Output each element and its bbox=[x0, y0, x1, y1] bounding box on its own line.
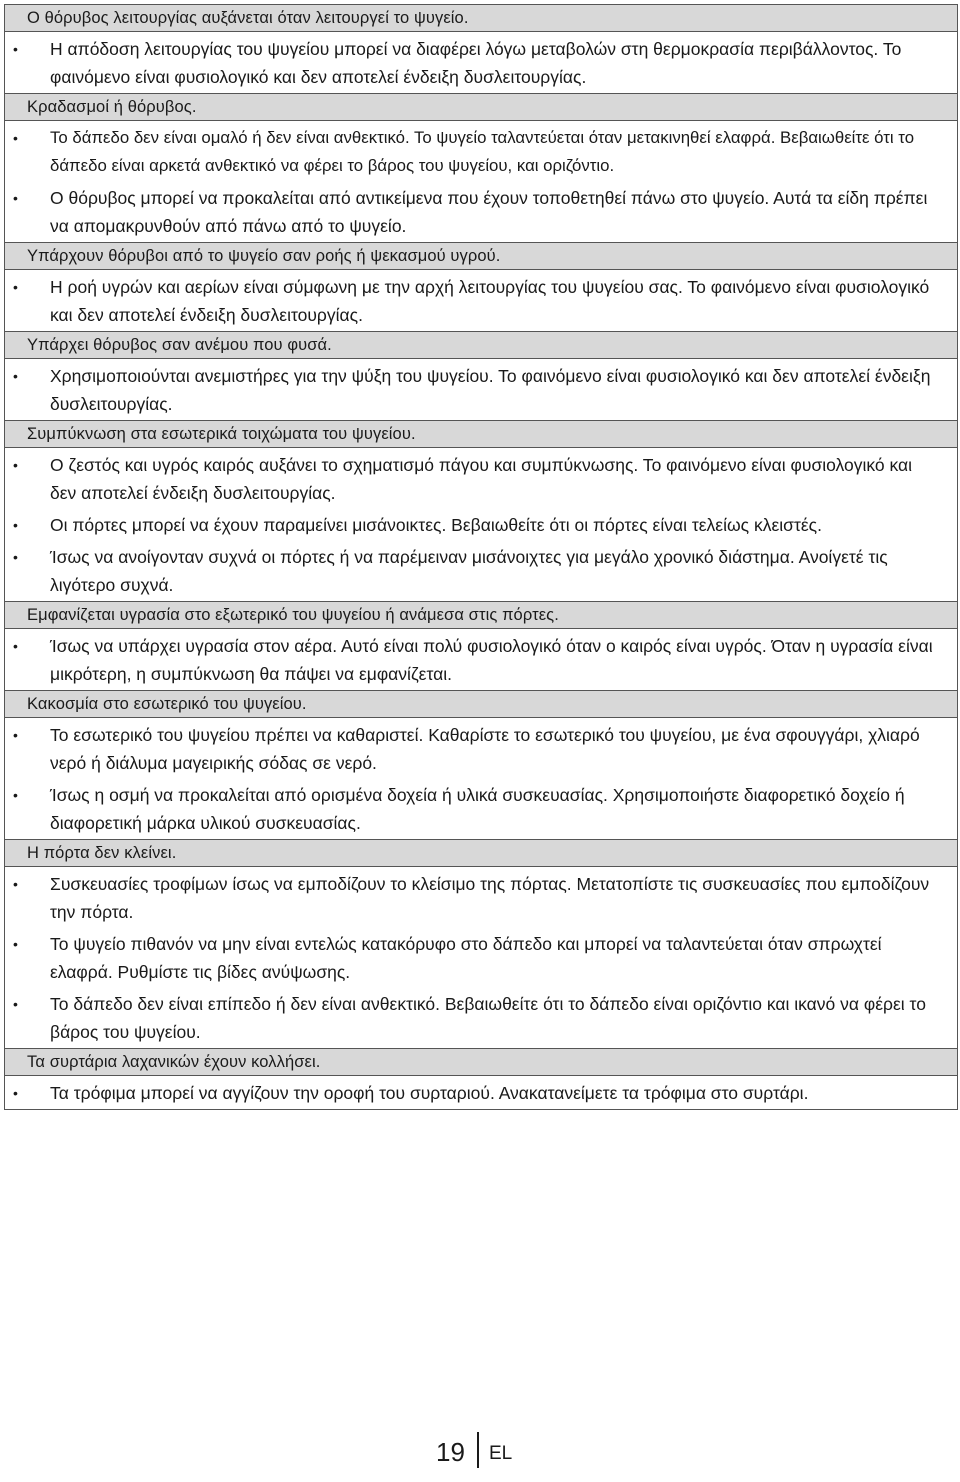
list-item-text: Ίσως να υπάρχει υγρασία στον αέρα. Αυτό είναι πολύ φυσιολογικό όταν ο καιρός είναι υγρός. Όταν η υγρασία είναι μικρότερη, η συμπύκνωση θα πάψει να εμφανίζεται. bbox=[50, 636, 933, 684]
section-items bbox=[5, 718, 957, 840]
section bbox=[5, 691, 957, 840]
list-item-text: Ίσως να ανοίγονταν συχνά οι πόρτες ή να παρέμειναν μισάνοιχτες για μεγάλο χρονικό διάστημα. Ανοίγετέ τις λιγότερο συχνά. bbox=[50, 547, 888, 595]
section-title: Ο θόρυβος λειτουργίας αυξάνεται όταν λειτουργεί το ψυγείο. bbox=[5, 5, 957, 32]
section bbox=[5, 5, 957, 94]
section-title: Συμπύκνωση στα εσωτερικά τοιχώματα του ψυγείου. bbox=[5, 421, 957, 448]
list-item bbox=[5, 511, 957, 539]
list-item bbox=[5, 273, 957, 329]
list-item bbox=[5, 362, 957, 418]
section-title: Κακοσμία στο εσωτερικό του ψυγείου. bbox=[5, 691, 957, 718]
list-item bbox=[5, 721, 957, 777]
section bbox=[5, 602, 957, 691]
list-item bbox=[5, 930, 957, 986]
list-item-text: Το δάπεδο δεν είναι επίπεδο ή δεν είναι ανθεκτικό. Βεβαιωθείτε ότι το δάπεδο είναι οριζόντιο και ικανό να φέρει το βάρος του ψυγείου. bbox=[50, 994, 926, 1042]
list-item bbox=[5, 1079, 957, 1107]
page-number: 19 bbox=[436, 1437, 465, 1467]
list-item-text: Οι πόρτες μπορεί να έχουν παραμείνει μισάνοικτες. Βεβαιωθείτε ότι οι πόρτες είναι τελείως κλειστές. bbox=[50, 515, 822, 535]
bullet-icon: • bbox=[13, 279, 18, 295]
bullet-icon: • bbox=[13, 457, 18, 473]
bullet-icon: • bbox=[13, 638, 18, 654]
section-title: Τα συρτάρια λαχανικών έχουν κολλήσει. bbox=[5, 1049, 957, 1076]
section-items bbox=[5, 32, 957, 94]
list-item-text: Η ροή υγρών και αερίων είναι σύμφωνη με την αρχή λειτουργίας του ψυγείου σας. Το φαινόμενο είναι φυσιολογικό και δεν αποτελεί ένδειξη δυσλειτουργίας. bbox=[50, 277, 930, 325]
list-item bbox=[5, 124, 957, 180]
section bbox=[5, 421, 957, 602]
troubleshooting-table bbox=[4, 4, 958, 1110]
section-items bbox=[5, 270, 957, 332]
section-title: Η πόρτα δεν κλείνει. bbox=[5, 840, 957, 867]
list-item-text: Το ψυγείο πιθανόν να μην είναι εντελώς κατακόρυφο στο δάπεδο και μπορεί να ταλαντεύεται όταν σπρωχτεί ελαφρά. Ρυθμίστε τις βίδες ανύψωσης. bbox=[50, 934, 882, 982]
bullet-icon: • bbox=[13, 517, 18, 533]
bullet-icon: • bbox=[13, 996, 18, 1012]
section bbox=[5, 840, 957, 1049]
list-item-text: Ίσως η οσμή να προκαλείται από ορισμένα δοχεία ή υλικά συσκευασίας. Χρησιμοποιήστε διαφορετικό δοχείο ή διαφορετική μάρκα υλικού συσκευασίας. bbox=[50, 785, 905, 833]
list-item-text: Ο ζεστός και υγρός καιρός αυξάνει το σχηματισμό πάγου και συμπύκνωσης. Το φαινόμενο είναι φυσιολογικό και δεν αποτελεί ένδειξη δυσλειτουργίας. bbox=[50, 455, 913, 503]
bullet-icon: • bbox=[13, 876, 18, 892]
section-items bbox=[5, 121, 957, 243]
section bbox=[5, 94, 957, 243]
list-item-text: Η απόδοση λειτουργίας του ψυγείου μπορεί να διαφέρει λόγω μεταβολών στη θερμοκρασία περιβάλλοντος. Το φαινόμενο είναι φυσιολογικό και δεν αποτελεί ένδειξη δυσλειτουργίας. bbox=[50, 39, 902, 87]
list-item bbox=[5, 184, 957, 240]
list-item-text: Το εσωτερικό του ψυγείου πρέπει να καθαριστεί. Καθαρίστε το εσωτερικό του ψυγείου, με ένα σφουγγάρι, χλιαρό νερό ή διάλυμα μαγειρικής σόδας σε νερό. bbox=[50, 725, 920, 773]
page-footer bbox=[0, 1432, 960, 1472]
section-items bbox=[5, 629, 957, 691]
list-item bbox=[5, 781, 957, 837]
section-title: Υπάρχουν θόρυβοι από το ψυγείο σαν ροής ή ψεκασμού υγρού. bbox=[5, 243, 957, 270]
bullet-icon: • bbox=[13, 41, 18, 57]
section bbox=[5, 243, 957, 332]
list-item bbox=[5, 451, 957, 507]
footer-divider bbox=[477, 1432, 479, 1468]
section-title: Εμφανίζεται υγρασία στο εξωτερικό του ψυγείου ή ανάμεσα στις πόρτες. bbox=[5, 602, 957, 629]
bullet-icon: • bbox=[13, 727, 18, 743]
section-items bbox=[5, 448, 957, 602]
list-item bbox=[5, 632, 957, 688]
bullet-icon: • bbox=[13, 368, 18, 384]
bullet-icon: • bbox=[13, 549, 18, 565]
bullet-icon: • bbox=[13, 787, 18, 803]
section-title: Υπάρχει θόρυβος σαν ανέμου που φυσά. bbox=[5, 332, 957, 359]
list-item-text: Συσκευασίες τροφίμων ίσως να εμποδίζουν το κλείσιμο της πόρτας. Μετατοπίστε τις συσκευασίες που εμποδίζουν την πόρτα. bbox=[50, 874, 930, 922]
list-item-text: Ο θόρυβος μπορεί να προκαλείται από αντικείμενα που έχουν τοποθετηθεί πάνω στο ψυγείο. Αυτά τα είδη πρέπει να απομακρυνθούν από πάνω από το ψυγείο. bbox=[50, 188, 928, 236]
bullet-icon: • bbox=[13, 190, 18, 206]
bullet-icon: • bbox=[13, 1085, 18, 1101]
section bbox=[5, 1049, 957, 1109]
list-item bbox=[5, 543, 957, 599]
list-item-text: Το δάπεδο δεν είναι ομαλό ή δεν είναι ανθεκτικό. Το ψυγείο ταλαντεύεται όταν μετακινηθεί ελαφρά. Βεβαιωθείτε ότι το δάπεδο είναι αρκετά ανθεκτικό να φέρει το βάρος του ψυγείου, και οριζόντιο. bbox=[50, 128, 915, 175]
section-items bbox=[5, 1076, 957, 1109]
list-item bbox=[5, 870, 957, 926]
list-item bbox=[5, 990, 957, 1046]
list-item-text: Χρησιμοποιούνται ανεμιστήρες για την ψύξη του ψυγείου. Το φαινόμενο είναι φυσιολογικό και δεν αποτελεί ένδειξη δυσλειτουργίας. bbox=[50, 366, 931, 414]
list-item bbox=[5, 35, 957, 91]
bullet-icon: • bbox=[13, 130, 18, 146]
language-code: EL bbox=[489, 1443, 513, 1464]
section bbox=[5, 332, 957, 421]
section-items bbox=[5, 359, 957, 421]
section-title: Κραδασμοί ή θόρυβος. bbox=[5, 94, 957, 121]
bullet-icon: • bbox=[13, 936, 18, 952]
section-items bbox=[5, 867, 957, 1049]
list-item-text: Τα τρόφιμα μπορεί να αγγίζουν την οροφή του συρταριού. Ανακατανείμετε τα τρόφιμα στο συρτάρι. bbox=[50, 1083, 809, 1103]
